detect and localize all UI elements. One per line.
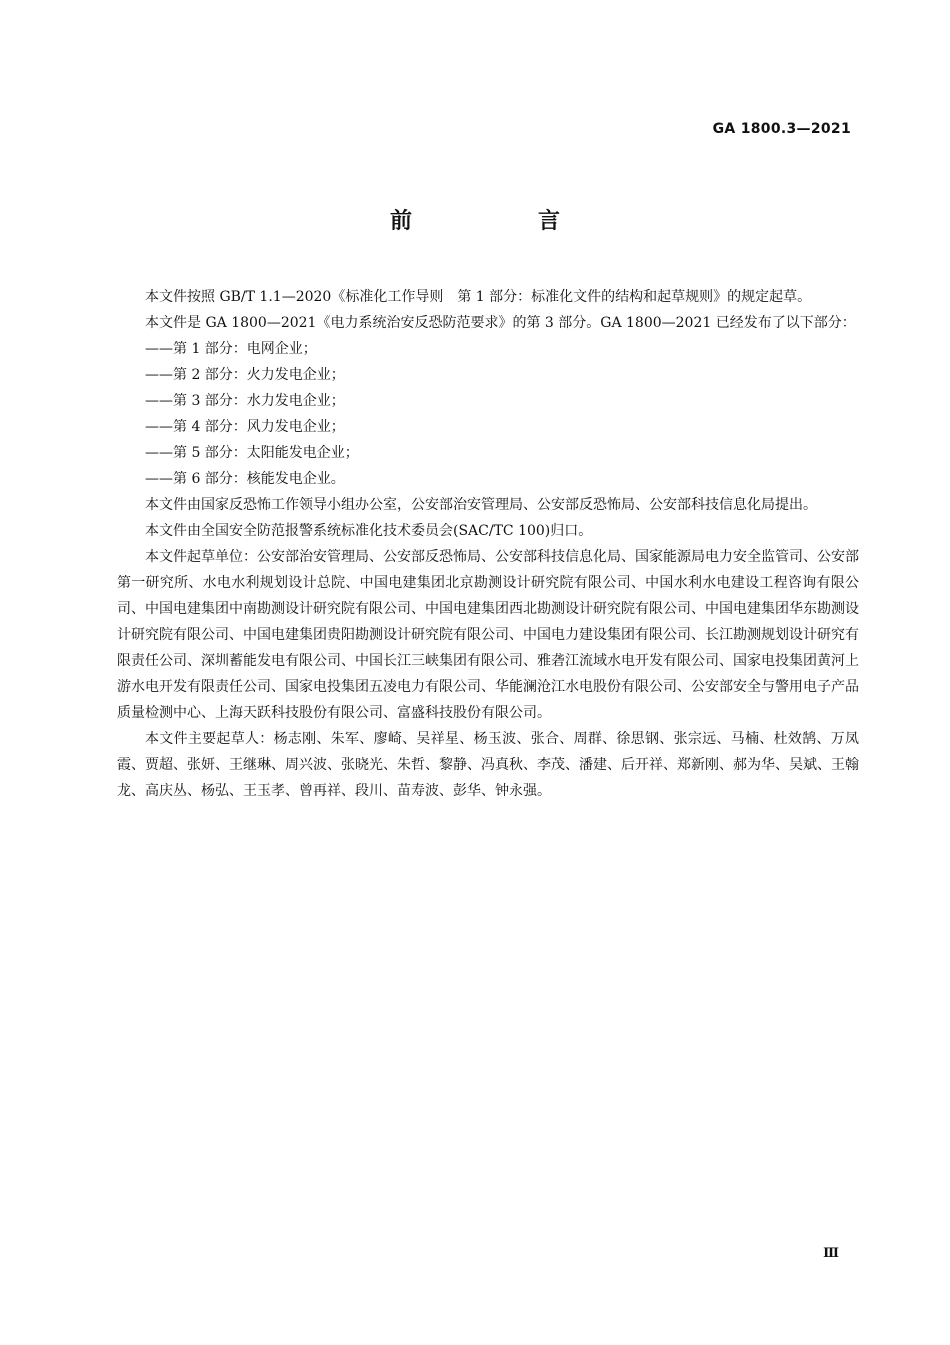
list-item: ——第 3 部分：水力发电企业；: [145, 393, 345, 409]
paragraph-series-parts: 本文件是 GA 1800—2021《电力系统治安反恐防范要求》的第 3 部分。GA 1800—2021 已经发布了以下部分：: [145, 315, 856, 331]
page-title: 前 言: [389, 209, 612, 234]
foreword-body: [117, 284, 859, 804]
page-number: Ⅲ: [823, 1246, 839, 1261]
list-item: ——第 1 部分：电网企业；: [145, 341, 317, 357]
list-item: ——第 5 部分：太阳能发电企业；: [145, 445, 359, 461]
paragraph-drafting-rules: 本文件按照 GB/T 1.1—2020《标准化工作导则 第 1 部分：标准化文件的结构和起草规则》的规定起草。: [145, 289, 812, 305]
paragraph-proposed-by: 本文件由国家反恐怖工作领导小组办公室，公安部治安管理局、公安部反恐怖局、公安部科技信息化局提出。: [145, 497, 817, 513]
list-item: ——第 4 部分：风力发电企业；: [145, 419, 345, 435]
list-item: ——第 2 部分：火力发电企业；: [145, 367, 345, 383]
paragraph-drafters: 本文件主要起草人：杨志刚、朱军、廖崎、吴祥星、杨玉波、张合、周群、徐思钢、张宗远、马楠、杜效鹄、万凤霞、贾超、张妍、王继琳、周兴波、张晓光、朱哲、黎静、冯真秋、李茂、潘建、后开祥、郑新刚、郝为华、吴斌、王翰龙、高庆丛、杨弘、王玉孝、曾再祥、段川、苗寿波、彭华、钟永强。: [117, 731, 859, 799]
paragraph-under-jurisdiction: 本文件由全国安全防范报警系统标准化技术委员会(SAC/TC 100)归口。: [145, 523, 593, 539]
paragraph-drafting-units: 本文件起草单位：公安部治安管理局、公安部反恐怖局、公安部科技信息化局、国家能源局电力安全监管司、公安部第一研究所、水电水利规划设计总院、中国电建集团北京勘测设计研究院有限公司、中国水利水电建设工程咨询有限公司、中国电建集团中南勘测设计研究院有限公司、中国电建集团西北勘测设计研究院有限公司、中国电建集团华东勘测设计研究院有限公司、中国电建集团贵阳勘测设计研究院有限公司、中国电力建设集团有限公司、长江勘测规划设计研究有限责任公司、深圳蓄能发电有限公司、中国长江三峡集团有限公司、雅砻江流域水电开发有限公司、国家电投集团黄河上游水电开发有限责任公司、国家电投集团五凌电力有限公司、华能澜沧江水电股份有限公司、公安部安全与警用电子产品质量检测中心、上海天跃科技股份有限公司、富盛科技股份有限公司。: [117, 549, 859, 721]
document-code: GA 1800.3—2021: [712, 121, 851, 137]
list-item: ——第 6 部分：核能发电企业。: [145, 471, 345, 487]
